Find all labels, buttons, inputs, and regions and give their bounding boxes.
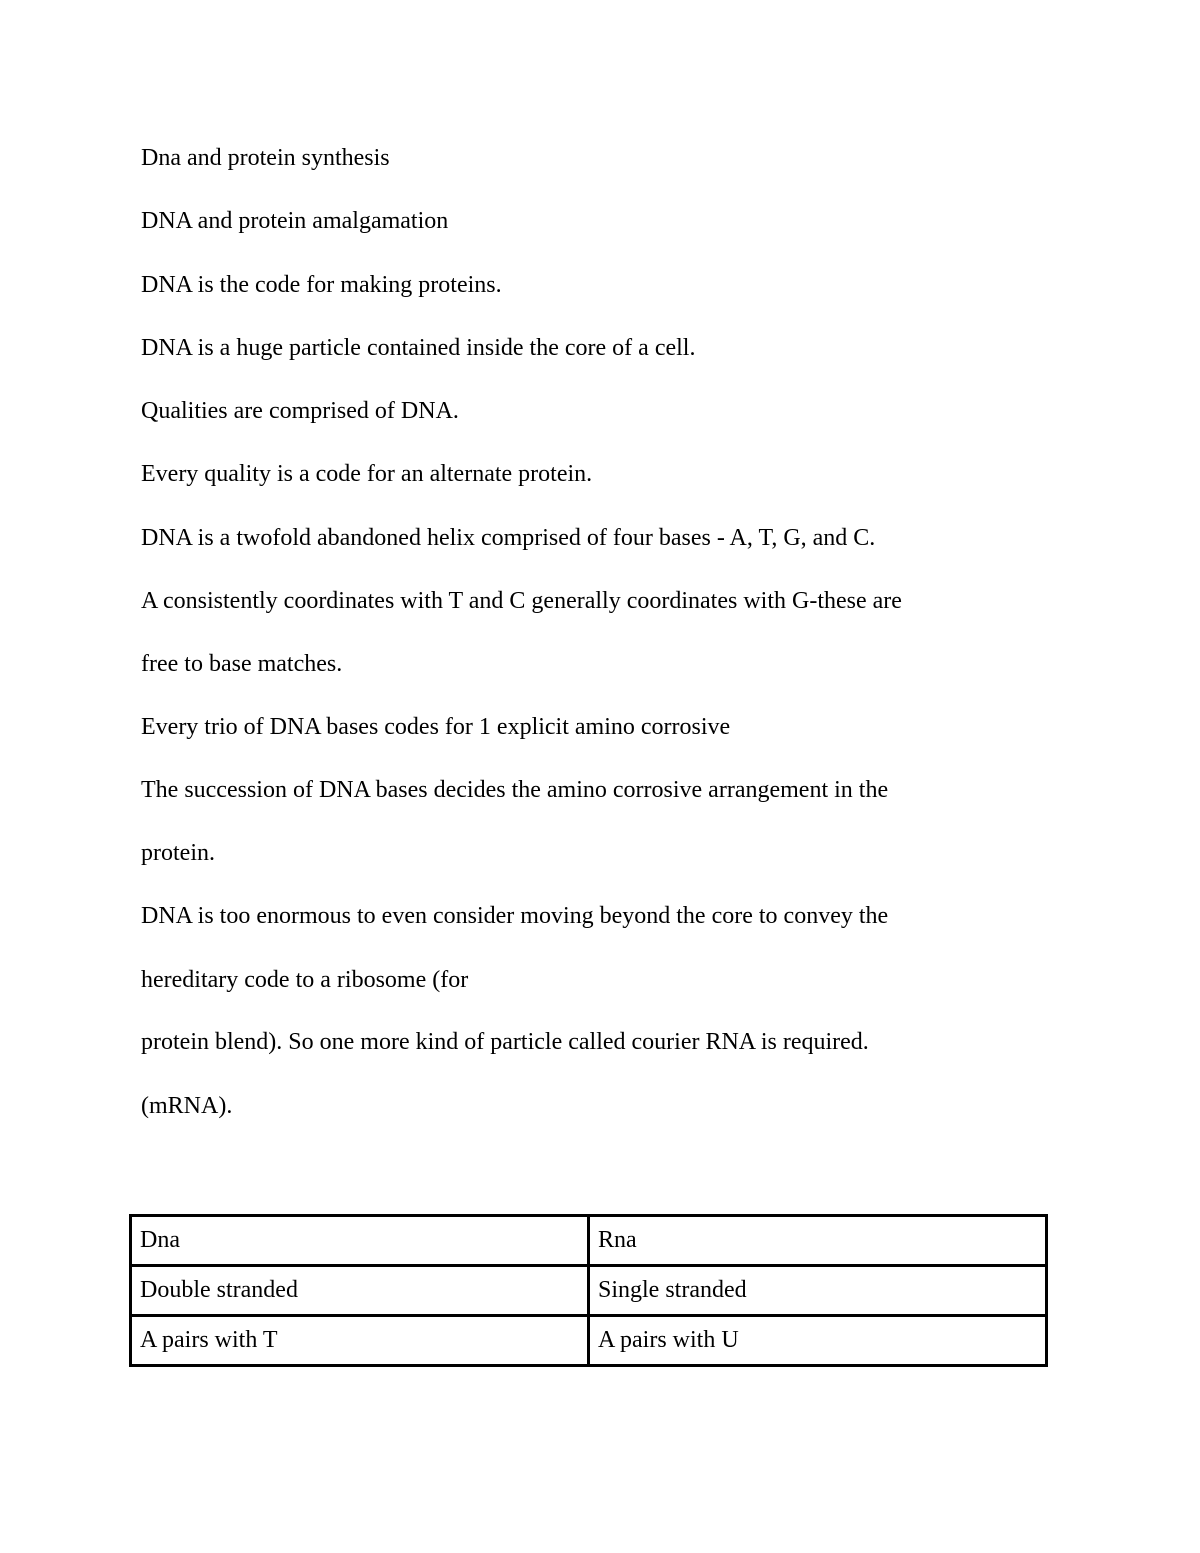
paragraph-line: DNA and protein amalgamation (141, 208, 449, 234)
table-cell: Rna (589, 1216, 1047, 1266)
paragraph-line: Every quality is a code for an alternate protein. (141, 461, 593, 487)
paragraph-line: DNA is a twofold abandoned helix comprised of four bases - A, T, G, and C. (141, 525, 876, 551)
paragraph-line: (mRNA). (141, 1093, 233, 1119)
table-cell: Dna (131, 1216, 589, 1266)
paragraph-line: free to base matches. (141, 651, 343, 677)
paragraph-line: Qualities are comprised of DNA. (141, 398, 459, 424)
table-cell: A pairs with T (131, 1316, 589, 1366)
paragraph-line: protein blend). So one more kind of particle called courier RNA is required. (141, 1029, 869, 1055)
table-row (131, 1266, 1047, 1316)
table-row (131, 1216, 1047, 1266)
paragraph-line: protein. (141, 840, 215, 866)
table-cell: Double stranded (131, 1266, 589, 1316)
paragraph-line: A consistently coordinates with T and C generally coordinates with G-these are (141, 588, 902, 614)
paragraph-line: The succession of DNA bases decides the amino corrosive arrangement in the (141, 777, 889, 803)
paragraph-line: hereditary code to a ribosome (for (141, 967, 469, 993)
document-title: Dna and protein synthesis (141, 145, 390, 171)
paragraph-line: DNA is a huge particle contained inside the core of a cell. (141, 335, 696, 361)
paragraph-line: DNA is too enormous to even consider moving beyond the core to convey the (141, 903, 889, 929)
paragraph-line: Every trio of DNA bases codes for 1 explicit amino corrosive (141, 714, 731, 740)
paragraph-line: DNA is the code for making proteins. (141, 272, 502, 298)
table-cell: Single stranded (589, 1266, 1047, 1316)
table-row (131, 1316, 1047, 1366)
comparison-table (129, 1214, 1048, 1367)
table-cell: A pairs with U (589, 1316, 1047, 1366)
